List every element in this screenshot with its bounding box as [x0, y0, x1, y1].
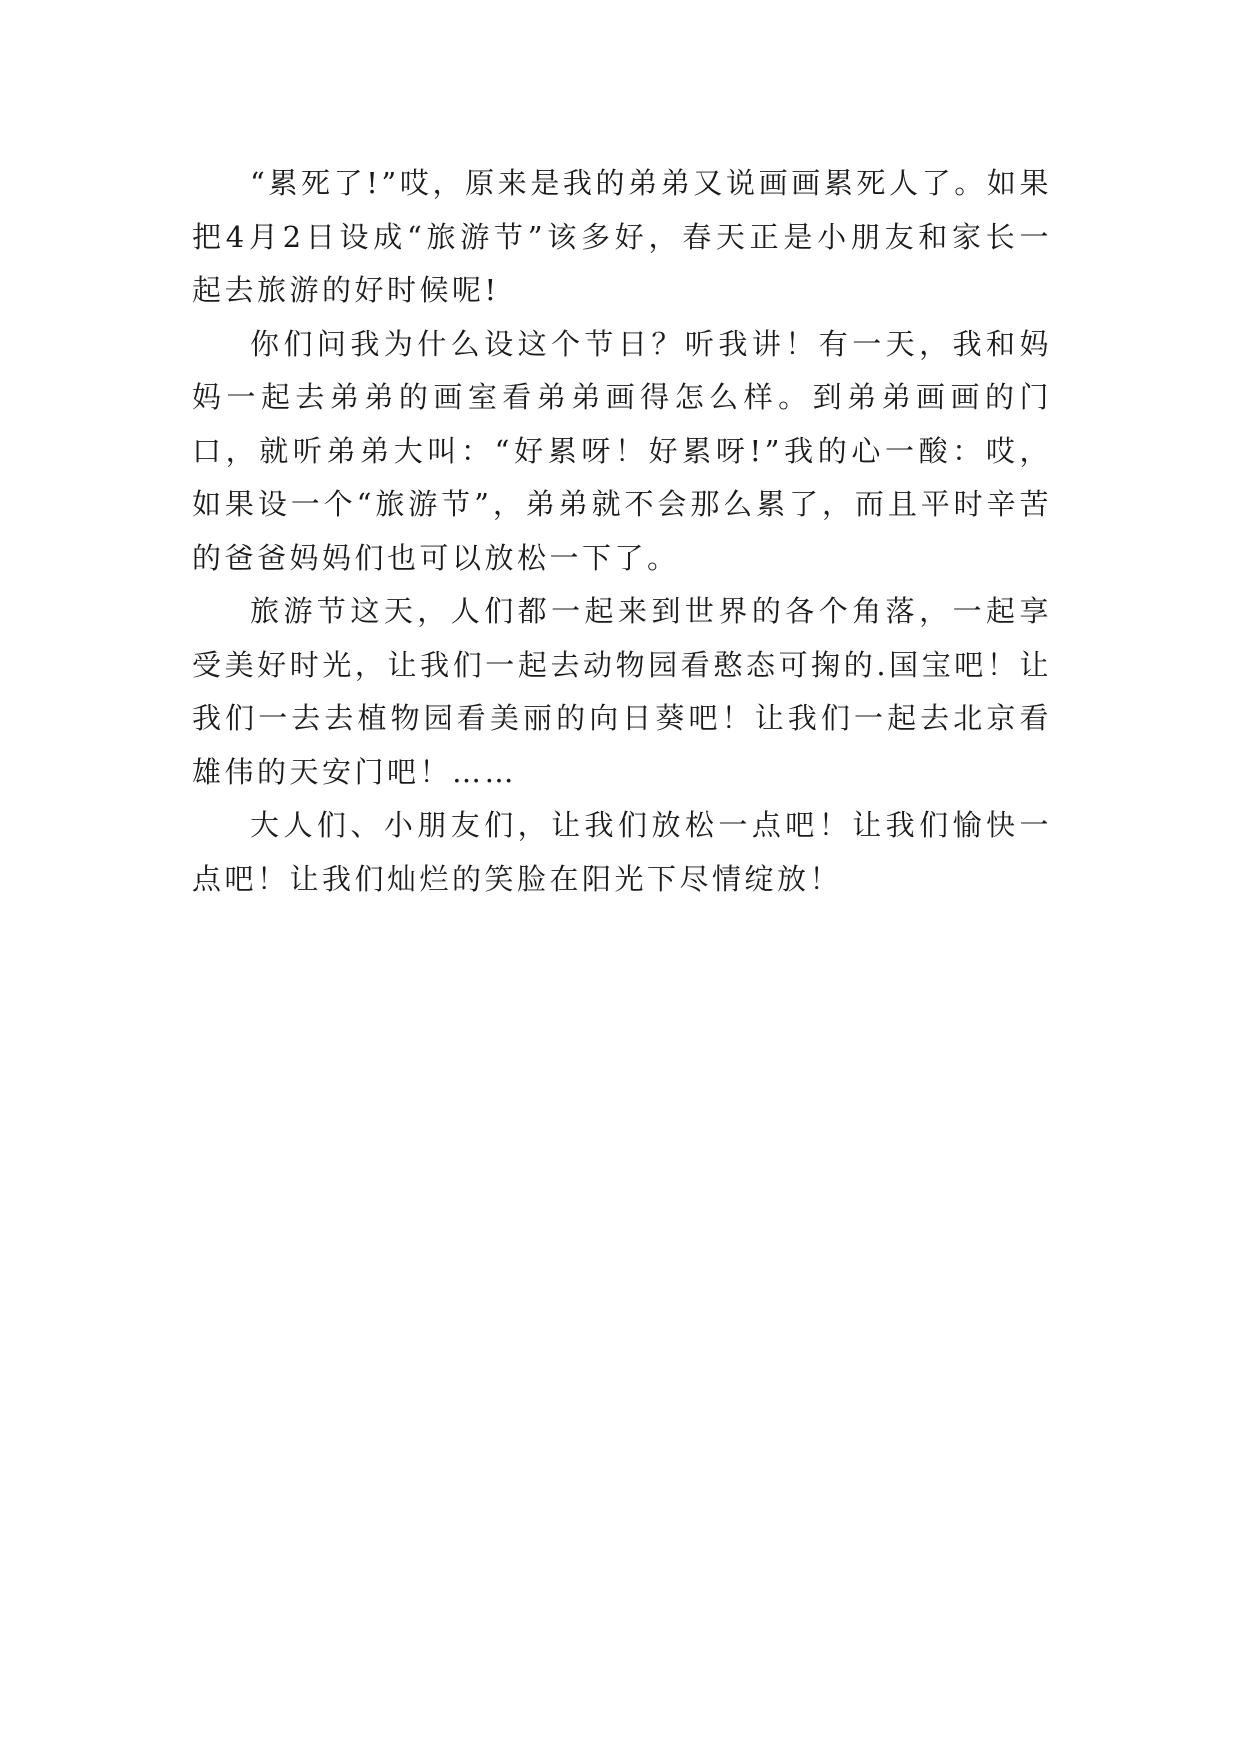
document-body — [192, 157, 1052, 906]
paragraph-4: 大人们、小朋友们，让我们放松一点吧！让我们愉快一点吧！让我们灿烂的笑脸在阳光下尽情绽放！ — [192, 808, 1052, 896]
paragraph-1: “累死了!”哎，原来是我的弟弟又说画画累死人了。如果把4月2日设成“旅游节”该多好，春天正是小朋友和家长一起去旅游的好时候呢! — [192, 166, 1052, 307]
paragraph-3: 旅游节这天，人们都一起来到世界的各个角落，一起享受美好时光，让我们一起去动物园看憨态可掬的.国宝吧！让我们一去去植物园看美丽的向日葵吧！让我们一起去北京看雄伟的天安门吧！…… — [192, 594, 1052, 789]
paragraph-2: 你们问我为什么设这个节日？听我讲！有一天，我和妈妈一起去弟弟的画室看弟弟画得怎么样。到弟弟画画的门口，就听弟弟大叫：“好累呀！好累呀!”我的心一酸：哎，如果设一个“旅游节”，弟弟就不会那么累了，而且平时辛苦的爸爸妈妈们也可以放松一下了。 — [192, 326, 1052, 575]
